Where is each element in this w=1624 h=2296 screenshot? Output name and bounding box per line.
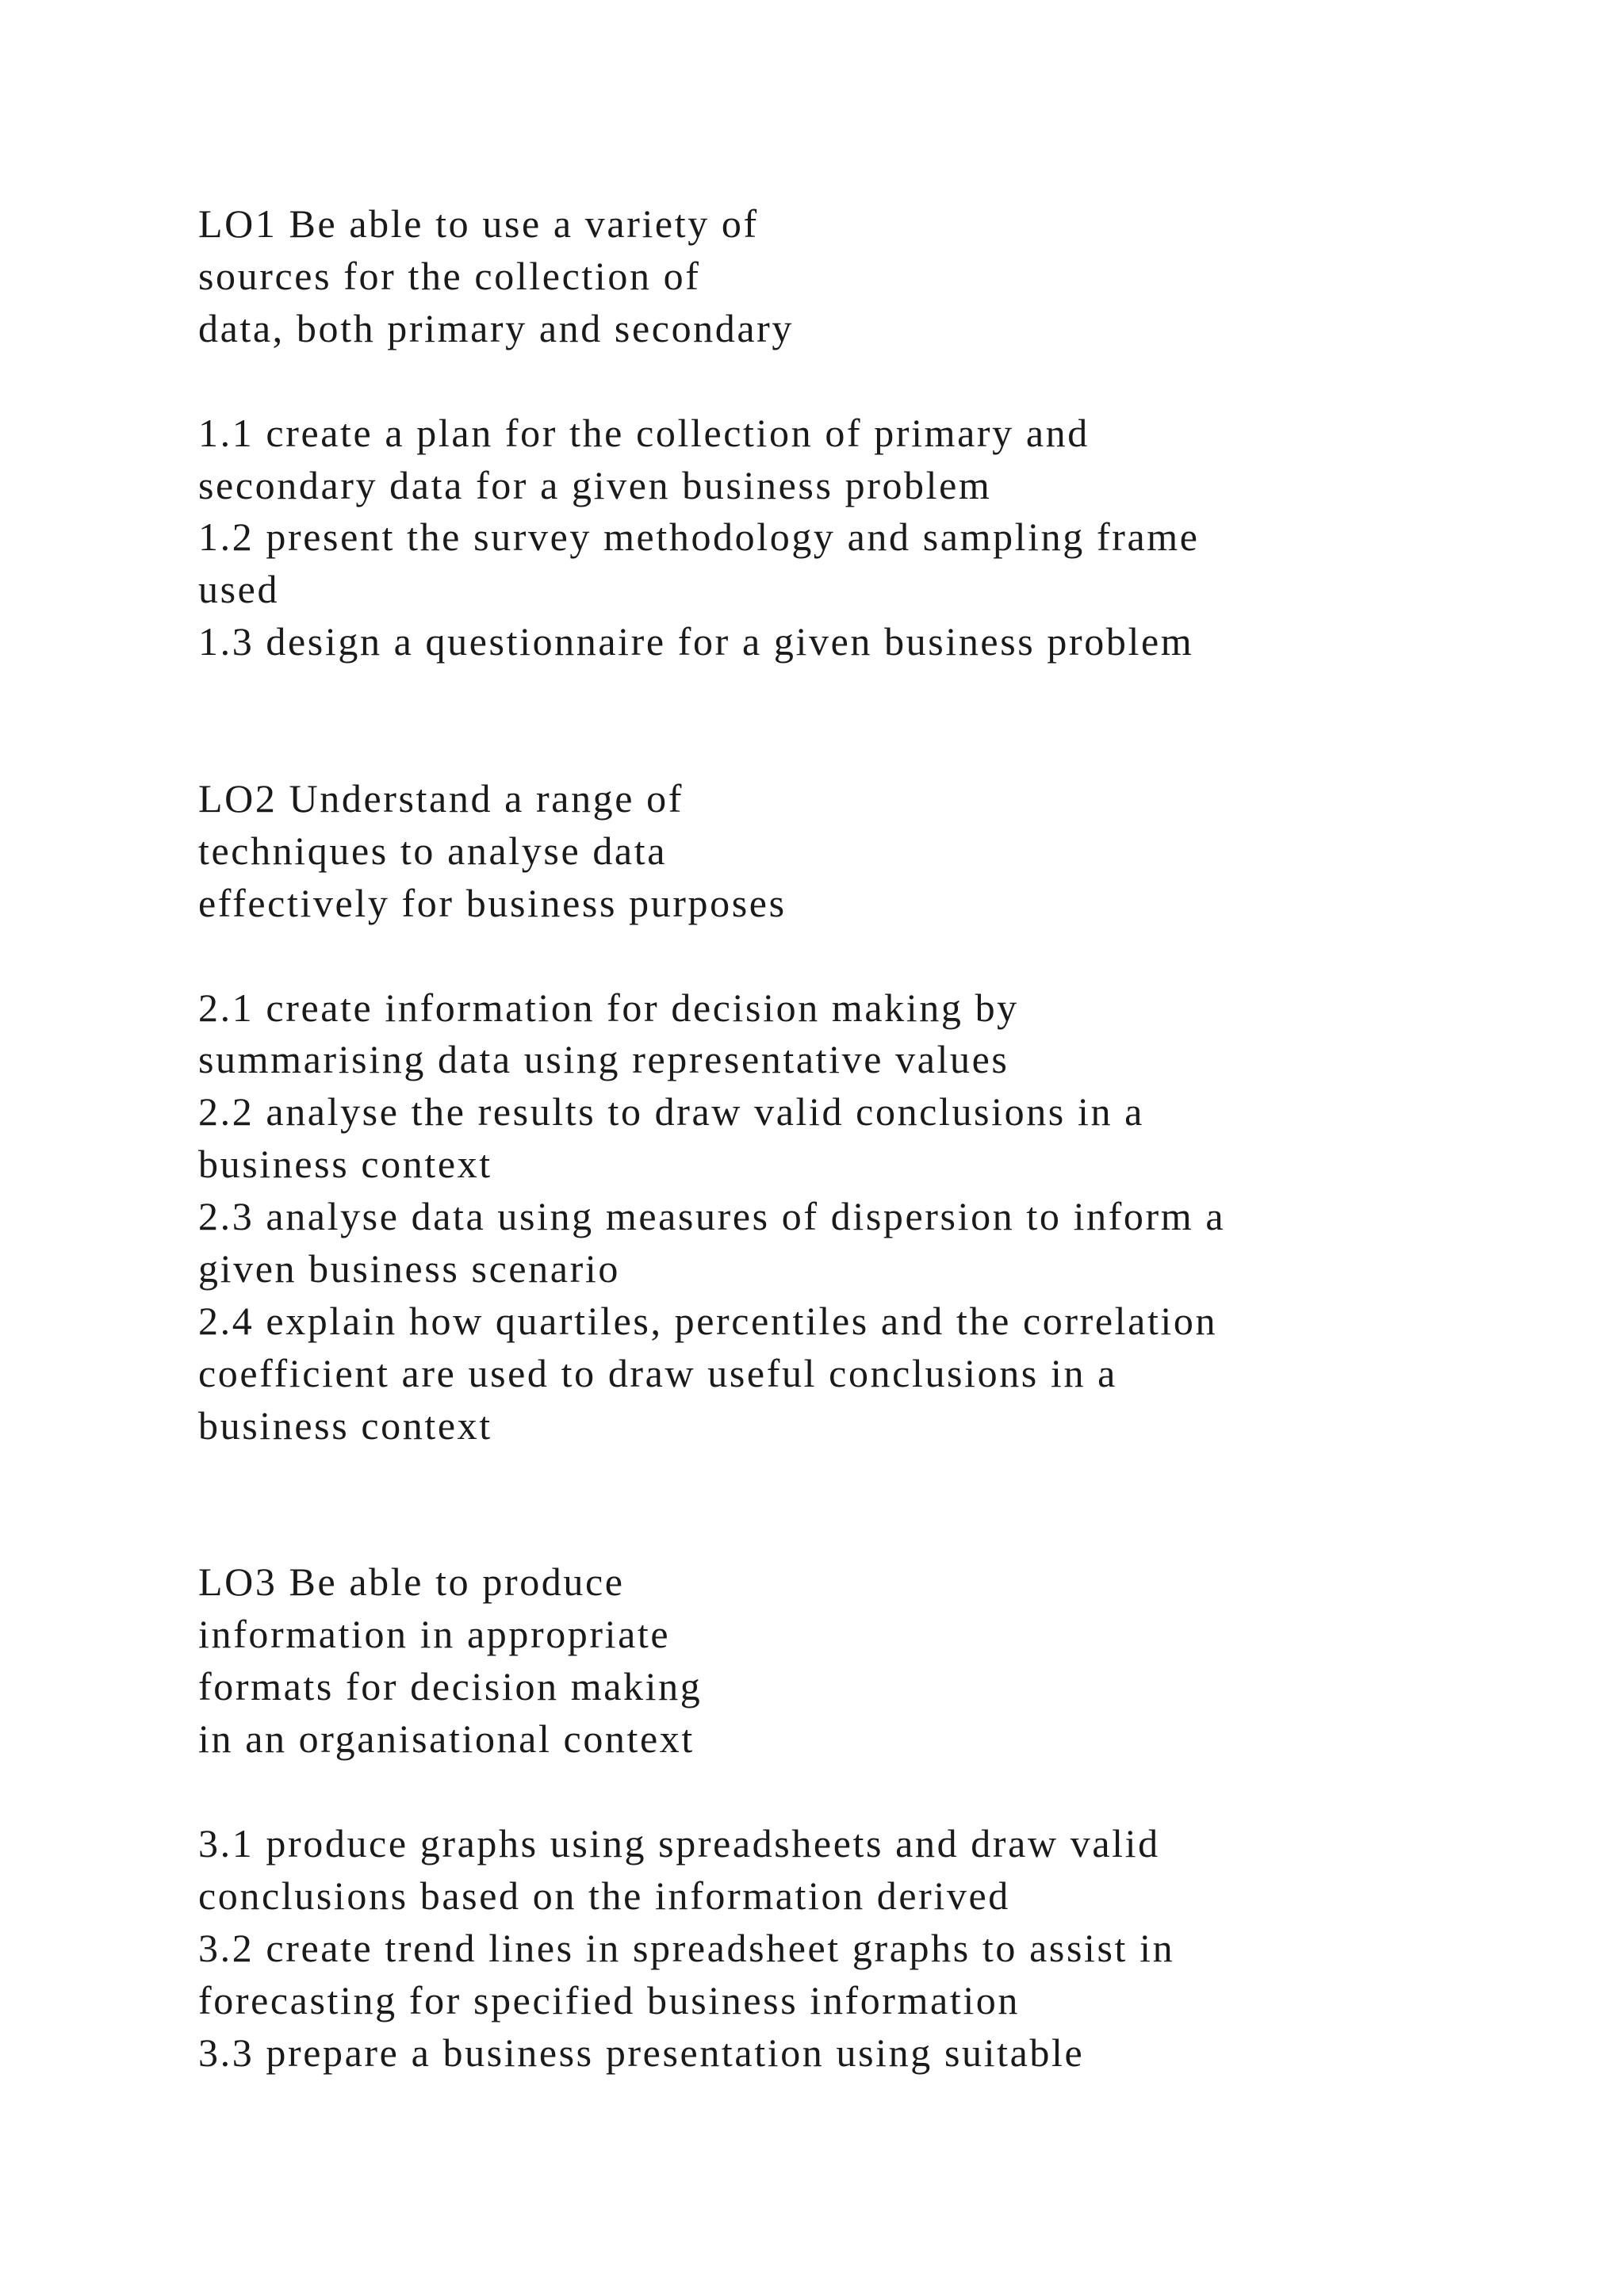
criterion-line: 2.4 explain how quartiles, percentiles and the correlation: [198, 1298, 1218, 1343]
criterion-line: 3.1 produce graphs using spreadsheets and draw valid: [198, 1820, 1160, 1866]
criterion-line: 1.1 create a plan for the collection of primary and: [198, 410, 1090, 455]
blank-line: [198, 1766, 1546, 1818]
criterion-line: forecasting for specified business information: [198, 1977, 1021, 2022]
criterion-line: 3.2 create trend lines in spreadsheet graphs to assist in: [198, 1925, 1175, 1970]
criterion-line: conclusions based on the information derived: [198, 1873, 1010, 1918]
blank-line: [198, 1505, 1546, 1557]
section-lo2: [198, 773, 1546, 1452]
section-lo1: [198, 198, 1546, 668]
blank-line: [198, 668, 1546, 721]
criterion-line: 2.2 analyse the results to draw valid conclusions in a: [198, 1089, 1144, 1135]
criterion-line: 2.3 analyse data using measures of dispersion to inform a: [198, 1194, 1226, 1239]
lo2-heading-line: LO2 Understand a range of: [198, 775, 684, 821]
lo2-heading-line: techniques to analyse data: [198, 828, 668, 873]
criterion-line: secondary data for a given business problem: [198, 462, 992, 507]
criterion-line: summarising data using representative values: [198, 1037, 1009, 1082]
criterion-line: used: [198, 567, 280, 612]
document-body: [198, 198, 1546, 2080]
blank-line: [198, 1452, 1546, 1505]
criterion-line: business context: [198, 1402, 492, 1448]
blank-line: [198, 930, 1546, 982]
blank-line: [198, 355, 1546, 408]
lo1-heading-line: sources for the collection of: [198, 253, 701, 298]
criterion-line: coefficient are used to draw useful conclusions in a: [198, 1350, 1117, 1395]
criterion-line: business context: [198, 1142, 492, 1187]
lo3-heading-line: in an organisational context: [198, 1716, 695, 1762]
criterion-line: 1.2 present the survey methodology and sampling frame: [198, 515, 1200, 560]
criterion-line: 1.3 design a questionnaire for a given business problem: [198, 619, 1194, 664]
lo3-heading-line: LO3 Be able to produce: [198, 1559, 625, 1605]
lo2-heading-line: effectively for business purposes: [198, 880, 787, 925]
lo3-heading-line: information in appropriate: [198, 1612, 671, 1657]
blank-line: [198, 721, 1546, 773]
lo1-heading-line: LO1 Be able to use a variety of: [198, 201, 759, 246]
criterion-line: 2.1 create information for decision making by: [198, 985, 1019, 1030]
lo3-heading-line: formats for decision making: [198, 1664, 703, 1709]
criterion-line: given business scenario: [198, 1246, 620, 1292]
criterion-line: 3.3 prepare a business presentation using suitable: [198, 2030, 1085, 2075]
section-lo3: [198, 1556, 1546, 2079]
lo1-heading-line: data, both primary and secondary: [198, 305, 795, 350]
